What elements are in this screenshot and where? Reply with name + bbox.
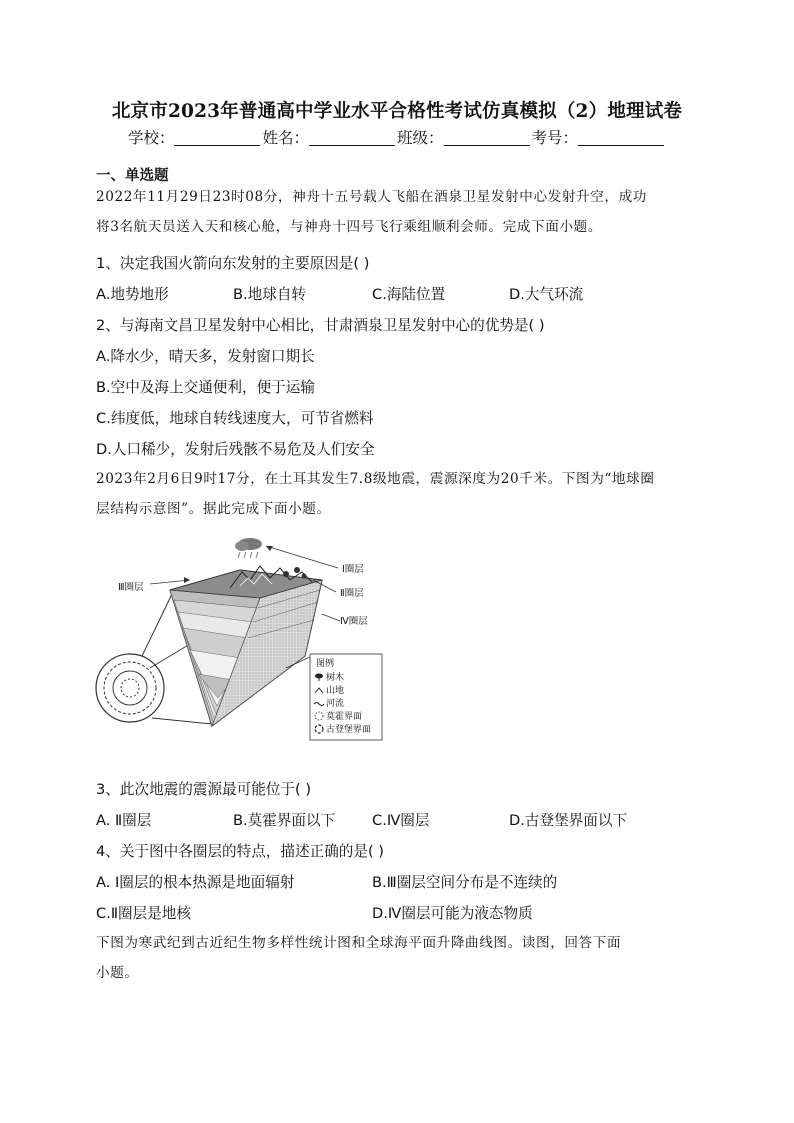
question-3-option-a[interactable]: A. Ⅱ圈层: [96, 812, 152, 829]
question-3-option-b[interactable]: B.莫霍界面以下: [233, 812, 336, 829]
label-sphere-3: Ⅲ圈层: [118, 582, 144, 593]
name-label: 姓名：: [262, 129, 309, 147]
question-1-option-d[interactable]: D.大气环流: [509, 286, 584, 303]
legend-title: 图例: [316, 659, 335, 669]
name-blank[interactable]: [309, 129, 395, 146]
class-label: 班级：: [397, 129, 444, 147]
question-3-option-d[interactable]: D.古登堡界面以下: [509, 812, 628, 829]
question-3-stem: 3、此次地震的震源最可能位于( ): [96, 781, 312, 798]
passage-3-line-2: 小题。: [96, 965, 139, 981]
label-sphere-1: Ⅰ圈层: [342, 564, 364, 575]
legend-river: 河流: [326, 699, 345, 709]
legend-mountain: 山地: [326, 686, 345, 696]
passage-2-line-1: 2023年2月6日9时17分，在土耳其发生7.8级地震，震源深度为20千米。下图为“地球圈: [96, 471, 655, 487]
question-4-option-c[interactable]: C.Ⅱ圈层是地核: [96, 905, 191, 922]
exam-title: 北京市2023年普通高中学业水平合格性考试仿真模拟（2）地理试卷: [111, 101, 683, 122]
passage-2-line-2: 层结构示意图”。据此完成下面小题。: [96, 501, 331, 517]
question-1-stem: 1、决定我国火箭向东发射的主要原因是( ): [96, 255, 370, 272]
legend-gutenberg: 古登堡界面: [326, 725, 372, 735]
school-label: 学校：: [127, 129, 175, 147]
section-title: 一、单选题: [96, 168, 169, 184]
question-1-option-b[interactable]: B.地球自转: [233, 286, 307, 303]
question-2-stem: 2、与海南文昌卫星发射中心相比，甘肃酒泉卫星发射中心的优势是( ): [96, 317, 545, 334]
earth-cross-section: [96, 654, 164, 722]
exam-no-label: 考号：: [531, 129, 579, 147]
question-4-stem: 4、关于图中各圈层的特点，描述正确的是( ): [96, 843, 385, 860]
passage-1-line-1: 2022年11月29日23时08分，神舟十五号载人飞船在酒泉卫星发射中心发射升空，成功: [96, 189, 647, 205]
question-1-option-a[interactable]: A.地势地形: [96, 286, 169, 303]
question-4-option-a[interactable]: A. Ⅰ圈层的根本热源是地面辐射: [96, 874, 295, 891]
label-sphere-2: Ⅱ圈层: [340, 588, 364, 599]
question-1-option-c[interactable]: C.海陆位置: [372, 286, 446, 303]
question-2-option-d[interactable]: D.人口稀少，发射后残骸不易危及人们安全: [96, 441, 375, 458]
question-3-option-c[interactable]: C.Ⅳ圈层: [372, 812, 430, 829]
school-blank[interactable]: [174, 129, 260, 146]
question-4-option-d[interactable]: D.Ⅳ圈层可能为液态物质: [372, 905, 533, 922]
question-2-option-c[interactable]: C.纬度低，地球自转线速度大，可节省燃料: [96, 410, 374, 427]
passage-1-line-2: 将3名航天员送入天和核心舱，与神舟十四号飞行乘组顺利会师。完成下面小题。: [96, 219, 603, 235]
earth-wedge: [170, 566, 322, 726]
label-sphere-4: Ⅳ圈层: [340, 616, 368, 627]
question-4-option-b[interactable]: B.Ⅲ圈层空间分布是不连续的: [372, 874, 558, 891]
earth-sphere-structure-figure: [90, 528, 390, 758]
question-2-option-b[interactable]: B.空中及海上交通便利，便于运输: [96, 379, 315, 396]
class-blank[interactable]: [444, 129, 530, 146]
passage-3-line-1: 下图为寒武纪到古近纪生物多样性统计图和全球海平面升降曲线图。读图，回答下面: [96, 935, 622, 951]
question-2-option-a[interactable]: A.降水少，晴天多，发射窗口期长: [96, 348, 315, 365]
legend-moho: 莫霍界面: [326, 712, 363, 722]
cloud-rain-icon: [235, 538, 262, 558]
legend-tree: 树木: [326, 673, 345, 683]
figure-legend: [310, 654, 382, 740]
exam-no-blank[interactable]: [578, 129, 664, 146]
student-info-line: [0, 126, 794, 148]
